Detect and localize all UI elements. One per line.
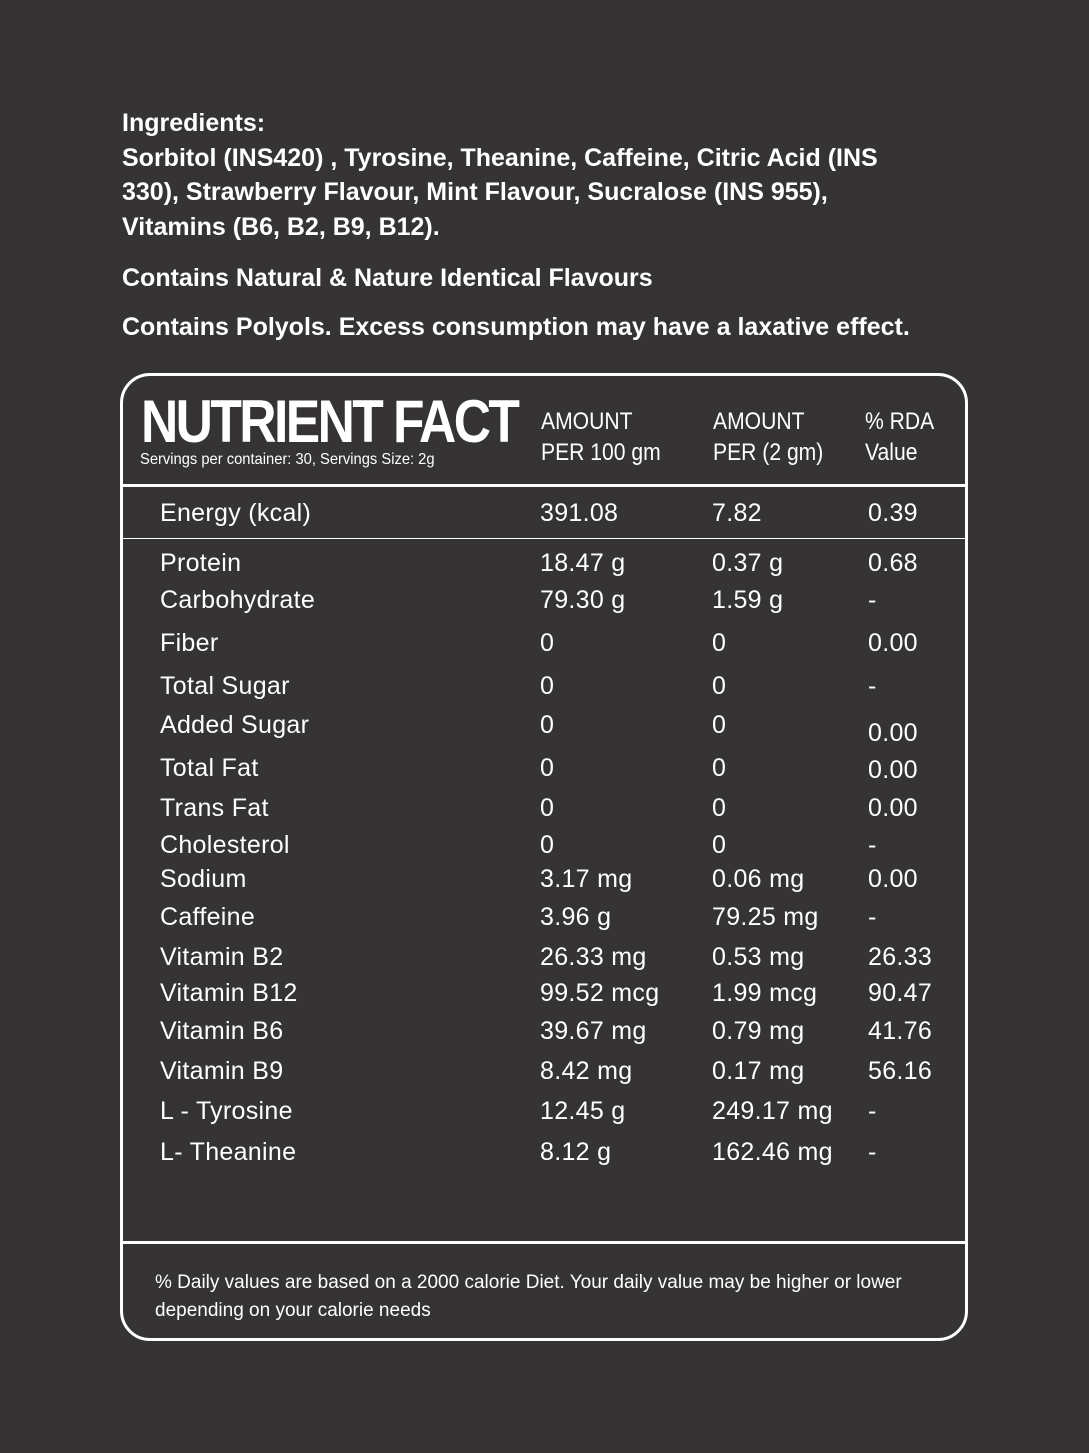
nutrient-rda: -: [868, 831, 877, 859]
nutrient-name: Fiber: [160, 629, 219, 657]
nutrient-per100: 0: [540, 711, 555, 739]
nutrient-per-serving: 0.53 mg: [712, 943, 805, 971]
nutrient-rda: -: [868, 1138, 877, 1166]
nutrient-name: L - Tyrosine: [160, 1097, 293, 1125]
column-header-line: PER 100 gm: [541, 439, 661, 466]
column-header-per100: [541, 406, 661, 468]
nutrient-per-serving: 0: [712, 629, 727, 657]
flavours-note: Contains Natural & Nature Identical Flavours: [122, 264, 653, 292]
nutrient-per100: 99.52 mcg: [540, 979, 660, 1007]
nutrient-name: Carbohydrate: [160, 586, 316, 614]
ingredients-block: [122, 106, 942, 244]
nutrient-per-serving: 7.82: [712, 499, 762, 527]
column-header-line: AMOUNT: [713, 408, 805, 435]
nutrient-per-serving: 0.06 mg: [712, 865, 805, 893]
nutrient-per-serving: 0: [712, 831, 727, 859]
servings-info: Servings per container: 30, Servings Size: 2g: [140, 451, 435, 468]
nutrient-per100: 0: [540, 794, 555, 822]
nutrition-panel: [120, 373, 968, 1341]
nutrient-name: Sodium: [160, 865, 247, 893]
nutrient-name: Vitamin B9: [160, 1057, 284, 1085]
ingredients-line: 330), Strawberry Flavour, Mint Flavour, Sucralose (INS 955),: [122, 178, 828, 206]
nutrient-per100: 0: [540, 672, 555, 700]
nutrient-rda: 0.00: [868, 719, 918, 747]
nutrient-name: Energy (kcal): [160, 499, 312, 527]
nutrient-per100: 79.30 g: [540, 586, 626, 614]
nutrient-per100: 0: [540, 629, 555, 657]
nutrient-per100: 391.08: [540, 499, 619, 527]
nutrient-name: Total Fat: [160, 754, 259, 782]
nutrient-rda: 26.33: [868, 943, 933, 971]
nutrient-rda: 0.00: [868, 794, 918, 822]
nutrient-per-serving: 162.46 mg: [712, 1138, 833, 1166]
column-header-per-serving: [713, 406, 823, 468]
nutrient-name: Vitamin B2: [160, 943, 284, 971]
ingredients-line: Vitamins (B6, B2, B9, B12).: [122, 212, 440, 241]
nutrient-per100: 3.96 g: [540, 903, 612, 931]
nutrient-per100: 12.45 g: [540, 1097, 626, 1125]
nutrient-per-serving: 79.25 mg: [712, 903, 819, 931]
nutrient-per100: 0: [540, 754, 555, 782]
nutrient-name: Caffeine: [160, 903, 256, 931]
polyols-warning: Contains Polyols. Excess consumption may have a laxative effect.: [122, 313, 910, 341]
nutrient-rda: 0.00: [868, 865, 918, 893]
nutrient-per-serving: 0: [712, 672, 727, 700]
column-header-line: PER (2 gm): [713, 439, 824, 466]
nutrient-per100: 39.67 mg: [540, 1017, 647, 1045]
nutrient-per-serving: 249.17 mg: [712, 1097, 833, 1125]
nutrient-rda: 0.00: [868, 629, 918, 657]
nutrient-rda: 90.47: [868, 979, 933, 1007]
column-header-line: % RDA: [865, 408, 935, 435]
nutrient-per-serving: 0: [712, 794, 727, 822]
nutrient-per100: 8.42 mg: [540, 1057, 633, 1085]
nutrient-rda: -: [868, 903, 877, 931]
nutrient-name: Added Sugar: [160, 711, 310, 739]
nutrient-rda: 0.00: [868, 756, 918, 784]
nutrient-per-serving: 0.17 mg: [712, 1057, 805, 1085]
header-divider: [123, 484, 965, 487]
nutrient-rda: -: [868, 586, 877, 614]
nutrient-per-serving: 0: [712, 711, 727, 739]
nutrient-per100: 26.33 mg: [540, 943, 647, 971]
nutrient-name: L- Theanine: [160, 1138, 297, 1166]
nutrient-name: Cholesterol: [160, 831, 290, 859]
footer-divider: [123, 1241, 965, 1244]
nutrient-per-serving: 1.99 mcg: [712, 979, 818, 1007]
nutrient-name: Total Sugar: [160, 672, 290, 700]
nutrient-name: Protein: [160, 549, 242, 577]
nutrient-per-serving: 0.37 g: [712, 549, 784, 577]
nutrient-rda: -: [868, 672, 877, 700]
ingredients-heading: Ingredients:: [122, 109, 266, 137]
nutrient-rda: 56.16: [868, 1057, 933, 1085]
nutrient-name: Trans Fat: [160, 794, 269, 822]
nutrient-rda: 0.68: [868, 549, 918, 577]
nutrient-per-serving: 1.59 g: [712, 586, 784, 614]
column-header-rda: [865, 406, 934, 468]
nutrient-per100: 8.12 g: [540, 1138, 612, 1166]
panel-title: NUTRIENT FACT: [141, 388, 518, 455]
column-header-line: Value: [865, 439, 918, 466]
daily-value-footnote: % Daily values are based on a 2000 calorie Diet. Your daily value may be higher or lower depending on your calorie needs: [155, 1272, 902, 1321]
nutrient-rda: 41.76: [868, 1017, 933, 1045]
nutrient-per100: 0: [540, 831, 555, 859]
nutrient-name: Vitamin B12: [160, 979, 298, 1007]
ingredients-line: Sorbitol (INS420) , Tyrosine, Theanine, Caffeine, Citric Acid (INS: [122, 143, 878, 172]
column-header-line: AMOUNT: [541, 408, 633, 435]
nutrient-per100: 3.17 mg: [540, 865, 633, 893]
nutrient-per100: 18.47 g: [540, 549, 626, 577]
nutrient-rda: -: [868, 1097, 877, 1125]
nutrient-rda: 0.39: [868, 499, 918, 527]
nutrient-per-serving: 0: [712, 754, 727, 782]
nutrient-per-serving: 0.79 mg: [712, 1017, 805, 1045]
energy-divider: [123, 538, 965, 539]
nutrient-name: Vitamin B6: [160, 1017, 284, 1045]
